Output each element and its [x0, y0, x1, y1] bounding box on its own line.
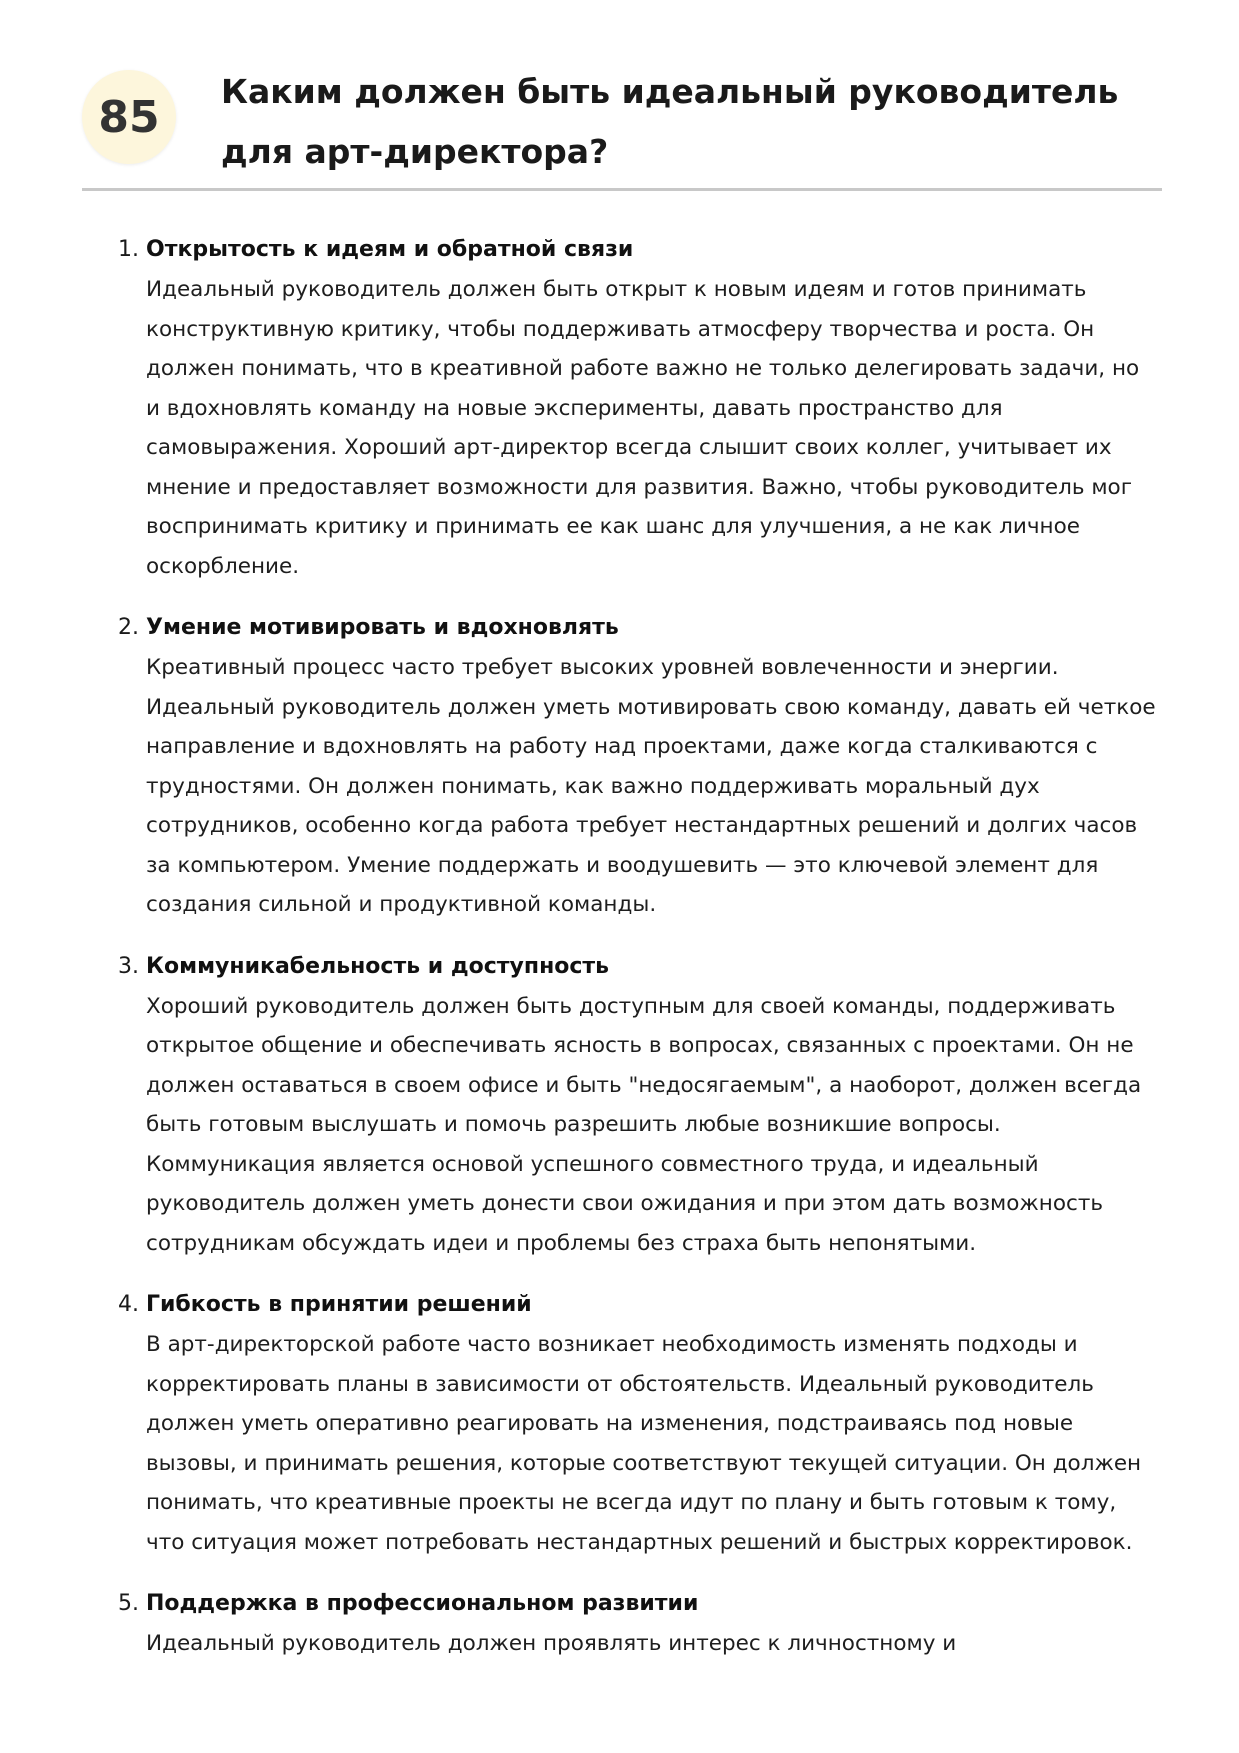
list-item-5 — [118, 1584, 1168, 1664]
text-line: конструктивную критику, чтобы поддерживать атмосферу творчества и роста. Он — [146, 316, 1095, 342]
text-line: открытое общение и обеспечивать ясность в вопросах, связанных с проектами. Он не — [146, 1033, 1134, 1058]
page-title-line-1: Каким должен быть идеальный руководитель — [221, 72, 1119, 111]
text-line: создания сильной и продуктивной команды. — [146, 892, 657, 917]
list-item-4 — [118, 1285, 1168, 1562]
text-line: и вдохновлять команду на новые эксперименты, давать пространство для — [146, 395, 1003, 421]
text-line: мнение и предоставляет возможности для развития. Важно, чтобы руководитель мог — [146, 474, 1133, 500]
item-number: 5. — [118, 1591, 139, 1616]
item-body — [146, 270, 1168, 586]
text-line: быть готовым выслушать и помочь разрешить любые возникшие вопросы. — [146, 1112, 1001, 1137]
item-number: 4. — [118, 1292, 139, 1317]
text-line: Идеальный руководитель должен проявлять интерес к личностному и — [146, 1631, 957, 1656]
page-title-line-2: для арт-директора? — [221, 132, 609, 171]
text-line: В арт-директорской работе часто возникает необходимость изменять подходы и — [146, 1332, 1078, 1357]
text-line: самовыражения. Хороший арт-директор всегда слышит своих коллег, учитывает их — [146, 435, 1112, 460]
numbered-list — [118, 230, 1168, 1686]
item-number: 1. — [118, 237, 139, 262]
item-heading: Умение мотивировать и вдохновлять — [146, 615, 619, 640]
item-heading: Гибкость в принятии решений — [146, 1292, 532, 1317]
page-title — [221, 62, 1151, 182]
page-number-badge: 85 — [82, 70, 176, 164]
text-line: Хороший руководитель должен быть доступным для своей команды, поддерживать — [146, 993, 1116, 1019]
text-line: направление и вдохновлять на работу над проектами, даже когда сталкиваются с — [146, 734, 1098, 759]
text-line: сотрудников, особенно когда работа требует нестандартных решений и долгих часов — [146, 813, 1138, 838]
item-number: 3. — [118, 953, 139, 979]
text-line: руководитель должен уметь донести свои ожидания и при этом дать возможность — [146, 1191, 1104, 1216]
text-line: воспринимать критику и принимать ее как шанс для улучшения, а не как личное — [146, 514, 1080, 539]
text-line: должен понимать, что в креативной работе важно не только делегировать задачи, но — [146, 356, 1140, 381]
text-line: оскорбление. — [146, 553, 300, 579]
item-heading: Коммуникабельность и доступность — [146, 953, 610, 979]
text-line: за компьютером. Умение поддержать и воодушевить — это ключевой элемент для — [146, 852, 1099, 878]
text-line: должен оставаться в своем офисе и быть "недосягаемым", а наоборот, должен всегда — [146, 1072, 1142, 1098]
text-line: что ситуация может потребовать нестандартных решений и быстрых корректировок. — [146, 1529, 1133, 1555]
item-body — [146, 987, 1168, 1264]
text-line: должен уметь оперативно реагировать на изменения, подстраиваясь под новые — [146, 1411, 1074, 1436]
text-line: Креативный процесс часто требует высоких уровней вовлеченности и энергии. — [146, 655, 1059, 680]
text-line: трудностями. Он должен понимать, как важно поддерживать моральный дух — [146, 773, 1040, 799]
list-item-1 — [118, 230, 1168, 586]
page-header — [82, 60, 1162, 191]
item-number: 2. — [118, 615, 139, 640]
text-line: Идеальный руководитель должен быть открыт к новым идеям и готов принимать — [146, 277, 1087, 302]
item-body — [146, 648, 1168, 925]
list-item-3 — [118, 947, 1168, 1264]
list-item-2 — [118, 608, 1168, 925]
item-heading: Поддержка в профессиональном развитии — [146, 1591, 699, 1616]
text-line: понимать, что креативные проекты не всегда идут по плану и быть готовым к тому, — [146, 1490, 1117, 1515]
text-line: Идеальный руководитель должен уметь мотивировать свою команду, давать ей четкое — [146, 694, 1156, 720]
text-line: Коммуникация является основой успешного совместного труда, и идеальный — [146, 1151, 1039, 1177]
item-body — [146, 1624, 1168, 1664]
text-line: вызовы, и принимать решения, которые соответствуют текущей ситуации. Он должен — [146, 1450, 1142, 1476]
item-heading: Открытость к идеям и обратной связи — [146, 237, 634, 262]
text-line: корректировать планы в зависимости от обстоятельств. Идеальный руководитель — [146, 1371, 1094, 1397]
item-body — [146, 1325, 1168, 1562]
text-line: сотрудникам обсуждать идеи и проблемы без страха быть непонятыми. — [146, 1230, 977, 1256]
